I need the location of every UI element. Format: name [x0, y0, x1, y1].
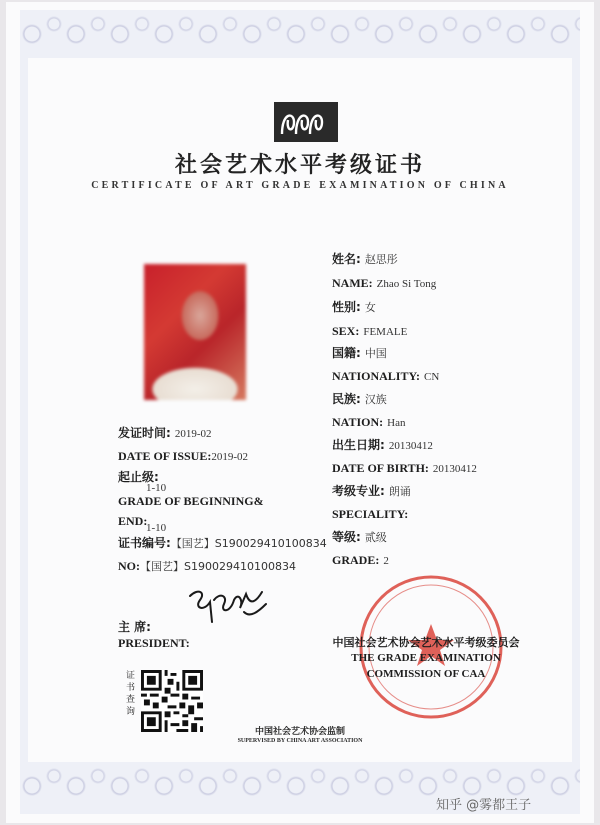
issue-en-label: DATE OF ISSUE:: [118, 449, 212, 463]
sex-en-value: FEMALE: [363, 326, 408, 338]
field-begin-en: [118, 492, 264, 510]
nation-en-value: Han: [387, 417, 406, 429]
field-speciality-cn: [332, 482, 411, 500]
grade-cn-value: 贰级: [364, 531, 387, 544]
field-end-en: [118, 512, 147, 530]
grade-en-value: 2: [383, 555, 389, 567]
footer-supervisor-cn: 中国社会艺术协会监制: [254, 727, 345, 737]
field-dob-cn: [332, 436, 433, 454]
dob-cn-label: 出生日期:: [332, 438, 385, 452]
commission-name-cn: 中国社会艺术协会艺术水平考级委员会: [332, 636, 520, 649]
president-en: [118, 634, 190, 652]
field-grade-cn: [332, 528, 387, 546]
grade-en-label: GRADE:: [332, 553, 380, 567]
nation-cn-value: 汉族: [364, 393, 387, 406]
begin-en-label: GRADE OF BEGINNING&: [118, 494, 264, 508]
field-sex-cn: [332, 298, 376, 316]
nation-en-label: NATION:: [332, 415, 384, 429]
certno-en-value: 【国艺】S190029410100834: [140, 560, 296, 573]
field-nation-cn: [332, 390, 387, 408]
sex-cn-label: 性别:: [332, 300, 361, 314]
title-english: CERTIFICATE OF ART GRADE EXAMINATION OF CHINA: [91, 180, 509, 191]
holder-photo: [144, 264, 246, 400]
footer-supervisor-en: SUPERVISED BY CHINA ART ASSOCIATION: [237, 738, 363, 744]
speciality-cn-value: 朗诵: [388, 485, 411, 498]
field-nation-en: [332, 413, 405, 431]
issue-cn-label: 发证时间:: [118, 426, 171, 440]
end-en-value: 1-10: [146, 522, 167, 534]
field-name-en: [332, 274, 436, 292]
name-en-label: NAME:: [332, 276, 373, 290]
top-decorative-border: [20, 10, 580, 58]
title-chinese: 社会艺术水平考级证书: [174, 153, 425, 178]
sex-en-label: SEX:: [332, 324, 360, 338]
president-cn-label: 主 席:: [118, 620, 151, 634]
zhihu-watermark: 知乎 @雾都王子: [436, 798, 532, 813]
field-name-cn: [332, 250, 398, 268]
speciality-cn-label: 考级专业:: [332, 484, 385, 498]
president-en-label: PRESIDENT:: [118, 636, 190, 650]
field-speciality-en: [332, 505, 408, 523]
logo-emblem-icon: [274, 102, 338, 142]
nationality-cn-value: 中国: [364, 347, 387, 360]
certno-cn-label: 证书编号:: [118, 536, 171, 550]
nationality-cn-label: 国籍:: [332, 346, 361, 360]
issue-en-value: 2019-02: [211, 451, 249, 463]
certificate-page: [6, 2, 594, 823]
certno-en-label: NO:: [118, 559, 140, 573]
president-signature-icon: [184, 582, 274, 632]
name-cn-value: 赵思彤: [364, 253, 398, 266]
begin-cn-label: 起止级:: [118, 470, 159, 484]
field-grade-en: [332, 551, 389, 569]
nationality-en-label: NATIONALITY:: [332, 369, 421, 383]
certno-cn-value: 【国艺】S190029410100834: [170, 537, 327, 550]
commission-name-en-line2: COMMISSION OF CAA: [366, 668, 486, 680]
dob-en-value: 20130412: [432, 463, 477, 475]
field-nationality-en: [332, 367, 439, 385]
qr-query-label: 证书查询: [126, 671, 136, 717]
speciality-en-label: SPECIALITY:: [332, 507, 409, 521]
qr-code-icon[interactable]: [141, 670, 203, 732]
nationality-en-value: CN: [424, 371, 440, 383]
sex-cn-value: 女: [364, 301, 376, 314]
end-en-label: END:: [118, 514, 148, 528]
field-issue-en: [118, 447, 248, 465]
field-issue-cn: [118, 424, 211, 442]
begin-cn-value: 1-10: [146, 482, 167, 494]
field-dob-en: [332, 459, 477, 477]
name-en-value: Zhao Si Tong: [376, 278, 437, 290]
field-certno-en: [118, 557, 296, 575]
grade-cn-label: 等级:: [332, 530, 361, 544]
field-certno-cn: [118, 534, 327, 552]
field-sex-en: [332, 322, 407, 340]
dob-en-label: DATE OF BIRTH:: [332, 461, 429, 475]
dob-cn-value: 20130412: [388, 440, 433, 452]
name-cn-label: 姓名:: [332, 252, 361, 266]
field-nationality-cn: [332, 344, 387, 362]
issue-cn-value: 2019-02: [174, 428, 212, 440]
commission-name-en-line1: THE GRADE EXAMINATION: [351, 652, 501, 664]
nation-cn-label: 民族:: [332, 392, 361, 406]
